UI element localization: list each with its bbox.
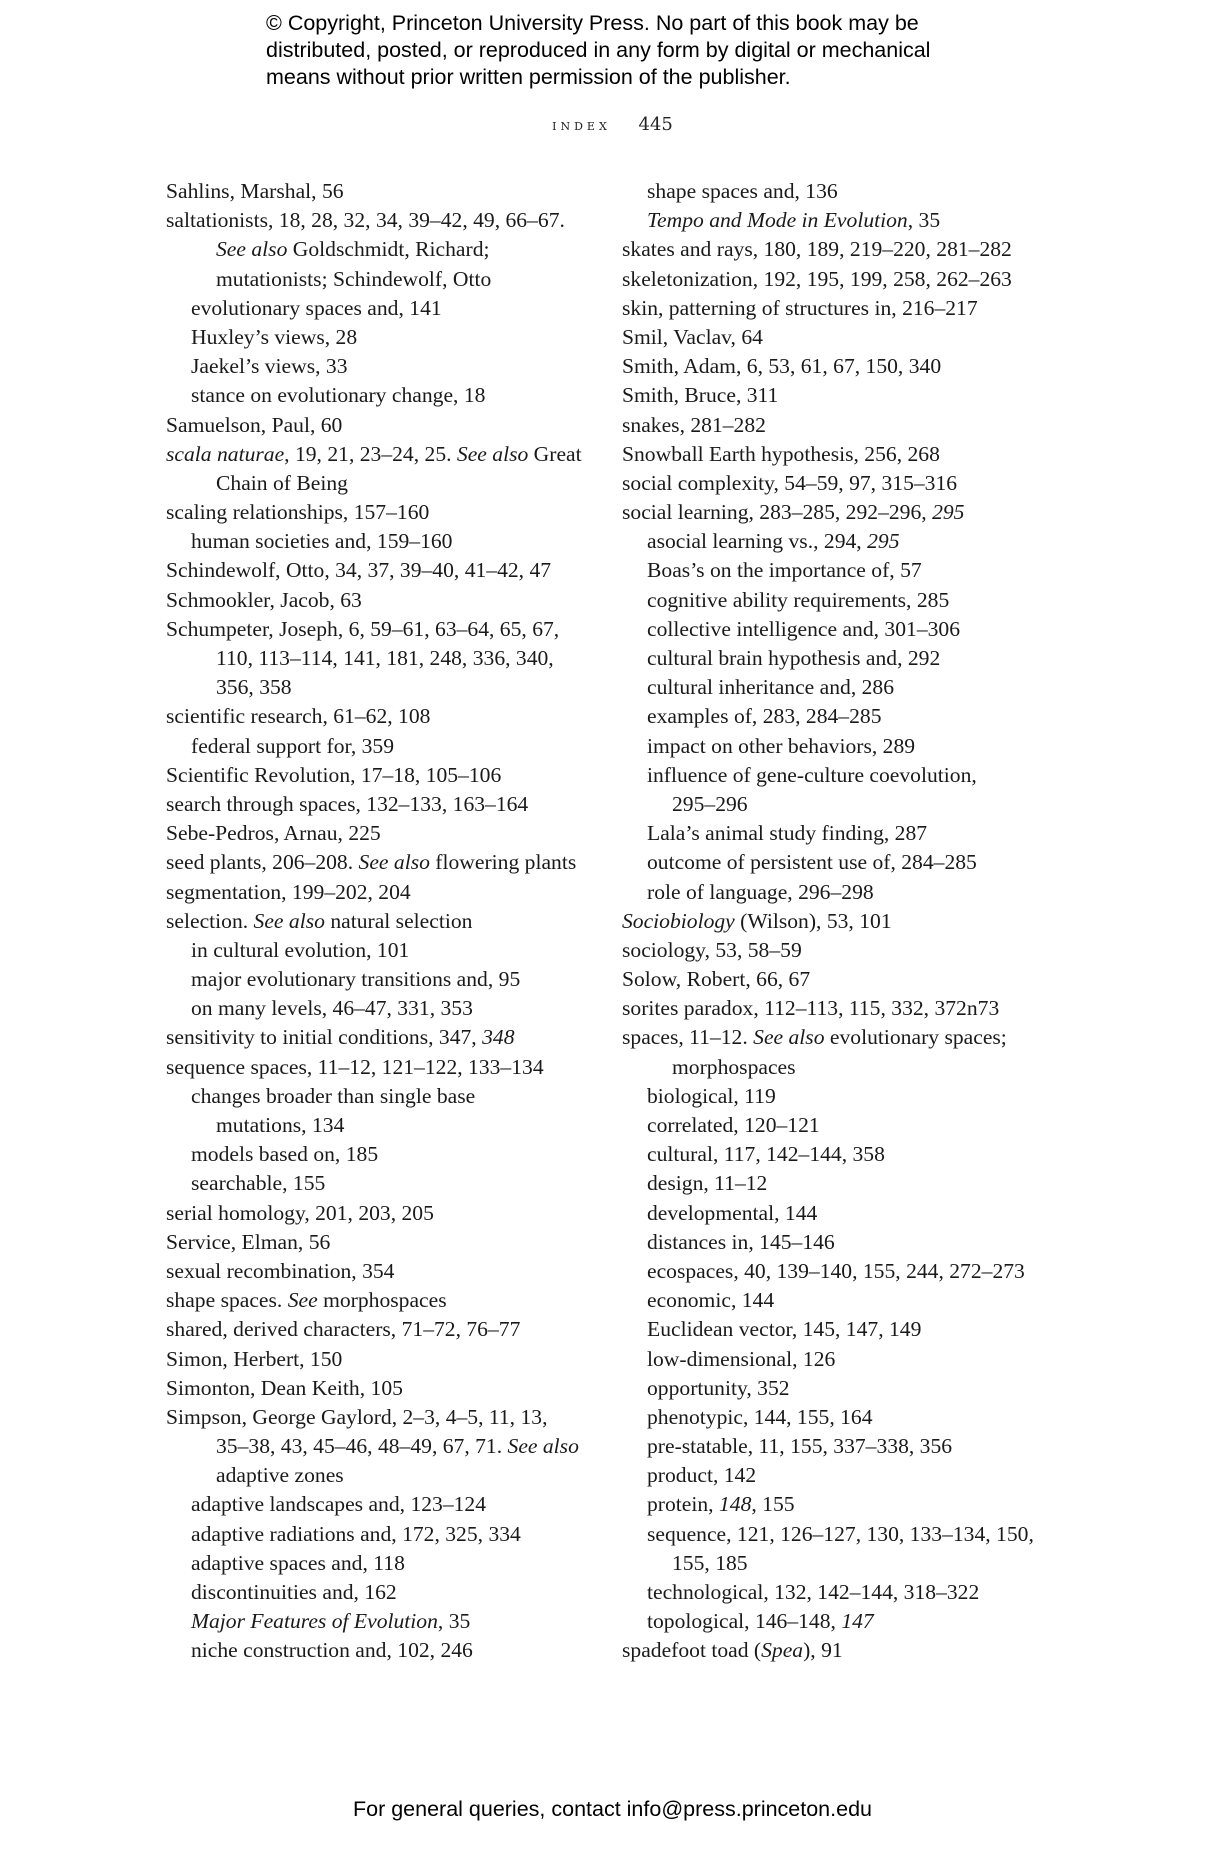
index-subentry (166, 965, 596, 994)
index-subentry (622, 819, 1052, 848)
entry-text: design, 11–12 (647, 1171, 768, 1196)
entry-text: Service, Elman, 56 (166, 1229, 331, 1254)
entry-text: Sebe-Pedros, Arnau, 225 (166, 821, 381, 846)
index-subentry (622, 1345, 1052, 1374)
entry-text: phenotypic, 144, 155, 164 (647, 1404, 873, 1429)
index-entry (166, 702, 596, 731)
index-subentry (166, 1520, 596, 1549)
index-subentry (166, 1490, 596, 1519)
index-subentry (166, 994, 596, 1023)
entry-text: Lala’s animal study finding, 287 (647, 821, 928, 846)
index-entry (166, 411, 596, 440)
index-subentry (622, 732, 1052, 761)
index-entry (166, 206, 596, 235)
entry-text: adaptive spaces and, 118 (191, 1550, 405, 1575)
index-entry (622, 294, 1052, 323)
index-entry (166, 556, 596, 585)
index-subentry (622, 1432, 1052, 1461)
italic-text: See also (358, 850, 430, 875)
entry-text: ecospaces, 40, 139–140, 155, 244, 272–273 (647, 1258, 1025, 1283)
index-subentry (166, 294, 596, 323)
italic-text: Spea (761, 1638, 804, 1663)
entry-text: scaling relationships, 157–160 (166, 500, 430, 525)
entry-text: segmentation, 199–202, 204 (166, 879, 411, 904)
italic-text: 147 (841, 1609, 874, 1634)
entry-text: models based on, 185 (191, 1142, 379, 1167)
index-entry (622, 1023, 1052, 1052)
italic-text: 295 (932, 500, 965, 525)
entry-text: morphospaces (317, 1288, 447, 1313)
entry-text: mutationists; Schindewolf, Otto (216, 266, 492, 291)
index-entry (166, 1374, 596, 1403)
index-continuation (166, 1432, 596, 1461)
index-continuation (166, 235, 596, 264)
index-subentry (622, 1257, 1052, 1286)
index-entry (622, 411, 1052, 440)
entry-text: , 155 (751, 1492, 795, 1517)
index-subentry (622, 177, 1052, 206)
copyright-line: distributed, posted, or reproduced in any form by digital or mechanical (266, 38, 931, 62)
index-subentry (622, 1199, 1052, 1228)
entry-text: cultural, 117, 142–144, 358 (647, 1142, 885, 1167)
entry-text: Solow, Robert, 66, 67 (622, 967, 811, 992)
entry-text: Samuelson, Paul, 60 (166, 412, 343, 437)
entry-text: collective intelligence and, 301–306 (647, 616, 961, 641)
entry-text: Simpson, George Gaylord, 2–3, 4–5, 11, 13, (166, 1404, 548, 1429)
entry-text: examples of, 283, 284–285 (647, 704, 882, 729)
index-subentry (622, 1520, 1052, 1549)
entry-text: low-dimensional, 126 (647, 1346, 836, 1371)
entry-text: ), 91 (803, 1638, 843, 1663)
entry-text: serial homology, 201, 203, 205 (166, 1200, 434, 1225)
entry-text: selection. (166, 908, 254, 933)
index-subentry (622, 1490, 1052, 1519)
entry-text: technological, 132, 142–144, 318–322 (647, 1580, 980, 1604)
index-entry (166, 440, 596, 469)
italic-text: 148 (718, 1492, 752, 1517)
entry-text: cognitive ability requirements, 285 (647, 587, 950, 612)
index-entry (166, 1286, 596, 1315)
entry-text: Jaekel’s views, 33 (191, 354, 348, 379)
italic-text: See (287, 1288, 318, 1313)
index-entry (166, 878, 596, 907)
entry-text: Schumpeter, Joseph, 6, 59–61, 63–64, 65, 67, (166, 616, 560, 641)
entry-text: on many levels, 46–47, 331, 353 (191, 996, 473, 1021)
entry-text: Schmookler, Jacob, 63 (166, 587, 362, 612)
entry-text: 110, 113–114, 141, 181, 248, 336, 340, (216, 646, 554, 670)
entry-text: economic, 144 (647, 1288, 775, 1313)
entry-text: federal support for, 359 (191, 733, 395, 758)
index-subentry (622, 761, 1052, 790)
index-entry (166, 1403, 596, 1432)
entry-text: stance on evolutionary change, 18 (191, 383, 486, 408)
entry-text: Smith, Bruce, 311 (622, 383, 779, 408)
index-subentry (622, 644, 1052, 673)
entry-text: pre-statable, 11, 155, 337–338, 356 (647, 1434, 953, 1459)
entry-text: 155, 185 (672, 1550, 748, 1575)
entry-text: role of language, 296–298 (647, 879, 874, 904)
copyright-line: © Copyright, Princeton University Press. No part of this book may be (266, 11, 919, 35)
entry-text: social learning, 283–285, 292–296, (622, 500, 933, 525)
entry-text: flowering plants (429, 850, 577, 875)
index-continuation (166, 1461, 596, 1490)
index-continuation (166, 1111, 596, 1140)
index-subentry (622, 615, 1052, 644)
italic-text: See also (456, 441, 529, 466)
italic-text: 295 (867, 529, 900, 554)
entry-text: Chain of Being (216, 470, 348, 495)
entry-text: 35–38, 43, 45–46, 48–49, 67, 71. (216, 1434, 508, 1459)
index-subentry (622, 878, 1052, 907)
index-subentry (622, 848, 1052, 877)
copyright-notice (266, 10, 986, 91)
index-continuation (166, 265, 596, 294)
index-entry (166, 1199, 596, 1228)
entry-text: seed plants, 206–208. (166, 850, 359, 875)
index-subentry (622, 556, 1052, 585)
index-entry (166, 586, 596, 615)
entry-text: 356, 358 (216, 675, 292, 700)
entry-text: sequence spaces, 11–12, 121–122, 133–134 (166, 1054, 544, 1079)
index-subentry (622, 673, 1052, 702)
index-subentry (622, 206, 1052, 235)
index-subentry (166, 527, 596, 556)
entry-text: Schindewolf, Otto, 34, 37, 39–40, 41–42, 47 (166, 558, 552, 583)
entry-text: cultural brain hypothesis and, 292 (647, 646, 941, 670)
index-entry (166, 907, 596, 936)
entry-text: discontinuities and, 162 (191, 1580, 397, 1604)
italic-text: See also (753, 1025, 825, 1050)
index-entry (622, 965, 1052, 994)
index-entry (166, 1023, 596, 1052)
index-entry (166, 1315, 596, 1344)
entry-text: adaptive landscapes and, 123–124 (191, 1492, 487, 1517)
index-subentry (166, 323, 596, 352)
index-continuation (622, 1549, 1052, 1578)
index-entry (166, 790, 596, 819)
entry-text: impact on other behaviors, 289 (647, 733, 916, 758)
index-entry (622, 1636, 1052, 1665)
entry-text: Huxley’s views, 28 (191, 324, 358, 349)
entry-text: , 35 (907, 208, 941, 233)
entry-text: spadefoot toad ( (622, 1638, 762, 1663)
index-entry (166, 615, 596, 644)
italic-text: See also (253, 908, 325, 933)
entry-text: biological, 119 (647, 1083, 776, 1108)
index-subentry (622, 1403, 1052, 1432)
entry-text: shared, derived characters, 71–72, 76–77 (166, 1317, 521, 1342)
index-continuation (622, 790, 1052, 819)
entry-text: natural selection (324, 908, 473, 933)
index-entry (622, 994, 1052, 1023)
index-subentry (166, 1082, 596, 1111)
index-column-left (166, 177, 596, 1666)
entry-text: (Wilson), 53, 101 (734, 908, 892, 933)
entry-text: sorites paradox, 112–113, 115, 332, 372n73 (622, 996, 1000, 1021)
index-subentry (622, 1111, 1052, 1140)
footer-contact: For general queries, contact info@press.princeton.edu (352, 1797, 872, 1821)
entry-text: skeletonization, 192, 195, 199, 258, 262–263 (622, 266, 1012, 291)
index-entry (166, 1257, 596, 1286)
index-entry (622, 440, 1052, 469)
italic-text: Tempo and Mode in Evolution (647, 208, 908, 233)
entry-text: Goldschmidt, Richard; (287, 237, 490, 262)
entry-text: mutations, 134 (216, 1113, 345, 1137)
index-subentry (622, 1315, 1052, 1344)
index-subentry (166, 381, 596, 410)
entry-text: opportunity, 352 (647, 1375, 790, 1400)
entry-text: sequence, 121, 126–127, 130, 133–134, 150, (647, 1521, 1034, 1546)
entry-text: evolutionary spaces; (824, 1025, 1007, 1050)
index-entry (166, 1053, 596, 1082)
entry-text: Scientific Revolution, 17–18, 105–106 (166, 762, 502, 787)
entry-text: , 19, 21, 23–24, 25. (284, 441, 457, 466)
entry-text: shape spaces. (166, 1288, 288, 1313)
entry-text: human societies and, 159–160 (191, 529, 453, 554)
index-subentry (622, 1082, 1052, 1111)
italic-text: See also (216, 237, 288, 262)
entry-text: Smith, Adam, 6, 53, 61, 67, 150, 340 (622, 354, 942, 379)
entry-text: sensitivity to initial conditions, 347, (166, 1025, 483, 1050)
entry-text: morphospaces (672, 1054, 796, 1079)
index-subentry (622, 1169, 1052, 1198)
entry-text: distances in, 145–146 (647, 1229, 835, 1254)
entry-text: protein, (647, 1492, 719, 1517)
entry-text: skin, patterning of structures in, 216–217 (622, 295, 978, 320)
entry-text: topological, 146–148, (647, 1609, 842, 1634)
entry-text: product, 142 (647, 1463, 757, 1488)
entry-text: niche construction and, 102, 246 (191, 1638, 473, 1663)
index-entry (166, 848, 596, 877)
index-subentry (622, 1286, 1052, 1315)
entry-text: outcome of persistent use of, 284–285 (647, 850, 977, 875)
entry-text: spaces, 11–12. (622, 1025, 754, 1050)
entry-text: sexual recombination, 354 (166, 1258, 395, 1283)
entry-text: Sahlins, Marshal, 56 (166, 179, 344, 203)
italic-text: 348 (482, 1025, 515, 1050)
entry-text: Smil, Vaclav, 64 (622, 324, 763, 349)
index-subentry (622, 1374, 1052, 1403)
italic-text: Major Features of Evolution (191, 1609, 438, 1634)
index-entry (166, 177, 596, 206)
entry-text: developmental, 144 (647, 1200, 818, 1225)
index-entry (166, 498, 596, 527)
index-subentry (622, 1578, 1052, 1607)
index-entry (166, 761, 596, 790)
index-entry (622, 235, 1052, 264)
entry-text: adaptive radiations and, 172, 325, 334 (191, 1521, 521, 1546)
entry-text: shape spaces and, 136 (647, 179, 838, 203)
index-subentry (622, 1140, 1052, 1169)
index-entry (166, 1345, 596, 1374)
entry-text: correlated, 120–121 (647, 1113, 820, 1137)
entry-text: evolutionary spaces and, 141 (191, 295, 442, 320)
index-entry (166, 819, 596, 848)
index-entry (622, 907, 1052, 936)
index-entry (622, 936, 1052, 965)
entry-text: snakes, 281–282 (622, 412, 766, 437)
entry-text: Simonton, Dean Keith, 105 (166, 1375, 403, 1400)
entry-text: major evolutionary transitions and, 95 (191, 967, 521, 992)
entry-text: in cultural evolution, 101 (191, 937, 410, 962)
entry-text: Simon, Herbert, 150 (166, 1346, 343, 1371)
entry-text: skates and rays, 180, 189, 219–220, 281–282 (622, 237, 1012, 262)
index-subentry (166, 1140, 596, 1169)
index-subentry (622, 527, 1052, 556)
index-subentry (622, 586, 1052, 615)
entry-text: Euclidean vector, 145, 147, 149 (647, 1317, 922, 1342)
index-entry (622, 323, 1052, 352)
index-continuation (166, 673, 596, 702)
index-continuation (622, 1053, 1052, 1082)
index-entry (622, 381, 1052, 410)
entry-text: Boas’s on the importance of, 57 (647, 558, 922, 583)
index-entry (622, 469, 1052, 498)
entry-text: saltationists, 18, 28, 32, 34, 39–42, 49, 66–67. (166, 208, 565, 233)
index-entry (622, 265, 1052, 294)
entry-text: changes broader than single base (191, 1083, 476, 1108)
index-subentry (166, 1607, 596, 1636)
entry-text: scientific research, 61–62, 108 (166, 704, 431, 729)
entry-text: social complexity, 54–59, 97, 315–316 (622, 470, 958, 495)
index-subentry (622, 1607, 1052, 1636)
entry-text: , 35 (437, 1609, 471, 1634)
running-head (0, 112, 1225, 138)
italic-text: Sociobiology (622, 908, 735, 933)
index-subentry (622, 702, 1052, 731)
entry-text: influence of gene-culture coevolution, (647, 762, 977, 787)
entry-text: adaptive zones (216, 1463, 344, 1488)
index-subentry (166, 1169, 596, 1198)
index-entry (622, 498, 1052, 527)
italic-text: See also (507, 1434, 579, 1459)
index-subentry (166, 732, 596, 761)
index-subentry (622, 1228, 1052, 1257)
entry-text: Great (528, 441, 582, 466)
entry-text: asocial learning vs., 294, (647, 529, 868, 554)
copyright-line: means without prior written permission of the publisher. (266, 65, 791, 89)
entry-text: search through spaces, 132–133, 163–164 (166, 791, 529, 816)
index-entry (166, 1228, 596, 1257)
index-subentry (166, 1636, 596, 1665)
entry-text: searchable, 155 (191, 1171, 326, 1196)
index-continuation (166, 469, 596, 498)
index-continuation (166, 644, 596, 673)
entry-text: Snowball Earth hypothesis, 256, 268 (622, 441, 940, 466)
entry-text: 295–296 (672, 791, 748, 816)
page-number: 445 (638, 114, 673, 135)
entry-text: sociology, 53, 58–59 (622, 937, 802, 962)
running-head-label: index (552, 116, 611, 134)
index-subentry (166, 1578, 596, 1607)
entry-text: cultural inheritance and, 286 (647, 675, 895, 700)
index-subentry (166, 1549, 596, 1578)
index-subentry (166, 936, 596, 965)
index-subentry (166, 352, 596, 381)
index-column-right (622, 177, 1052, 1666)
italic-text: scala naturae (166, 441, 285, 466)
index-entry (622, 352, 1052, 381)
index-subentry (622, 1461, 1052, 1490)
